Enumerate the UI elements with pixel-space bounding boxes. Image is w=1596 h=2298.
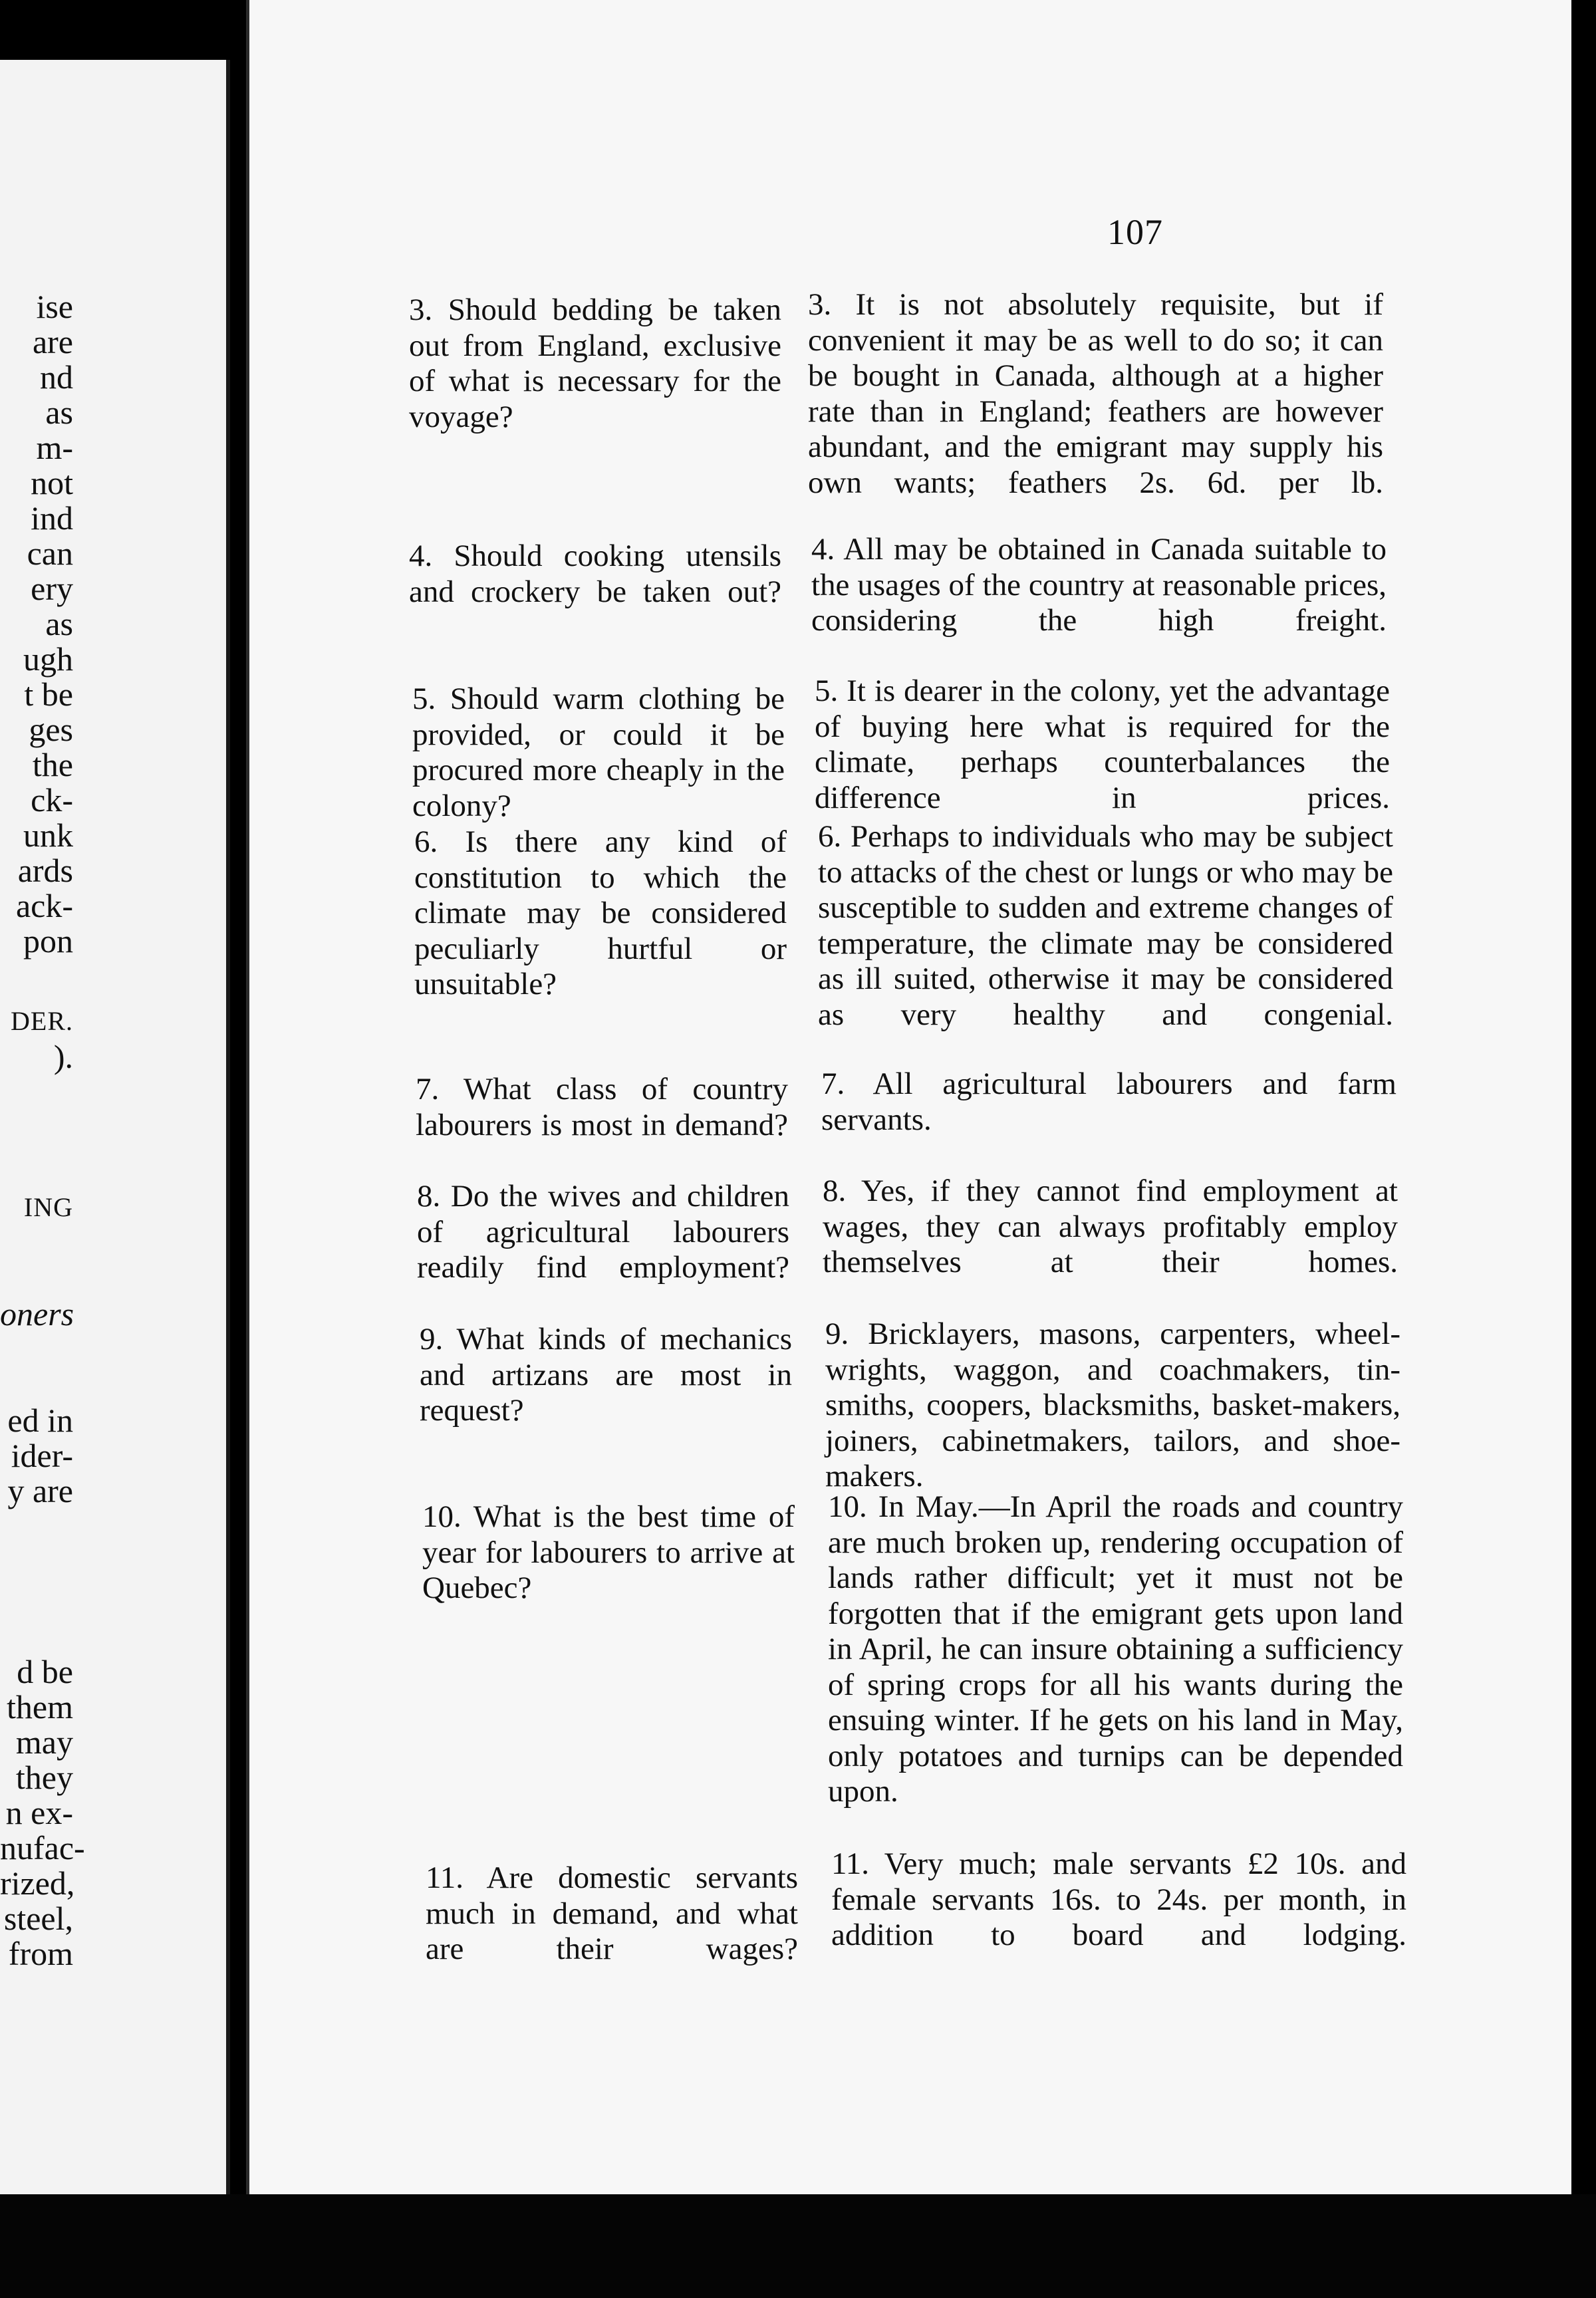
fragment-line: ck-	[31, 781, 73, 819]
fragment-line: pon	[23, 922, 73, 959]
fragment-line: they	[15, 1759, 73, 1796]
answer-8: 8. Yes, if they cannot find employment at wages, they can always profitably employ themselves at their homes.	[823, 1174, 1398, 1279]
question-9: 9. What kinds of mechanics and artizans are most in request?	[420, 1322, 792, 1428]
question-5: 5. Should warm clothing be provided, or could it be procured more cheaply in the colony?	[412, 682, 785, 823]
answer-7: 7. All agricultural labourers and farm servants.	[821, 1067, 1396, 1137]
question-4: 4. Should cooking utensils and crockery be taken out?	[409, 539, 781, 609]
fragment-line: d be	[17, 1653, 73, 1690]
question-7: 7. What class of country labourers is most in demand?	[416, 1072, 788, 1142]
answer-6: 6. Perhaps to individuals who may be subject to attacks of the chest or lungs or who may be susceptible to sudden and extreme changes of temperature, the climate may be considered as ill suited, otherwise it may be considered as very healthy and congenial.	[818, 819, 1393, 1032]
answer-3: 3. It is not absolutely requisite, but if convenient it may be as well to do so; it can be bought in Canada, although at a higher rate than in England; feathers are however abundant, and the emigrant may supply his own wants; feathers 2s. 6d. per lb.	[808, 287, 1383, 500]
fragment-line: DER.	[11, 1006, 73, 1036]
answer-9: 9. Bricklayers, masons, carpenters, wheel-wrights, waggon, and coachmakers, tin-smiths, coopers, blacksmiths, basket-makers, joiners, cabinetmakers, tailors, and shoe-makers.	[825, 1317, 1400, 1493]
fragment-line: as	[45, 394, 73, 431]
fragment-line: as	[45, 605, 73, 642]
fragment-line: m-	[36, 429, 73, 466]
fragment-line: the	[32, 746, 73, 783]
question-3: 3. Should bedding be taken out from England, exclusive of what is necessary for the voyage?	[409, 293, 781, 434]
fragment-line: may	[15, 1724, 73, 1761]
fragment-line: nd	[40, 358, 73, 396]
fragment-line: steel,	[3, 1900, 73, 1937]
fragment-line: not	[31, 464, 73, 501]
question-8: 8. Do the wives and children of agricultural labourers readily find employment?	[417, 1179, 789, 1285]
fragment-line: rized,	[0, 1864, 75, 1902]
fragment-line: ind	[31, 499, 73, 537]
fragment-line: ges	[29, 711, 73, 748]
question-11: 11. Are domestic servants much in demand, and what are their wages?	[426, 1860, 798, 1966]
answer-5: 5. It is dearer in the colony, yet the advantage of buying here what is required for the climate, perhaps counterbalances the difference in prices.	[815, 674, 1390, 815]
fragment-line: ards	[17, 852, 73, 889]
fragment-line: n ex-	[5, 1794, 73, 1831]
fragment-line: y are	[7, 1472, 73, 1509]
fragment-line: ise	[36, 288, 73, 325]
page-number: 107	[1107, 212, 1163, 252]
fragment-line: unk	[23, 817, 73, 854]
question-6: 6. Is there any kind of constitution to which the climate may be considered peculiarly hurtful or unsuitable?	[414, 825, 787, 1001]
fragment-line: from	[8, 1935, 73, 1972]
answer-10: 10. In May.—In April the roads and country are much broken up, rendering occupation of lands rather difficult; yet it must not be forgotten that if the emigrant gets upon land in April, he can insure obtaining a sufficiency of spring crops for all his wants during the ensuing winter. If he gets on his land in May, only potatoes and turnips can be depended upon.	[828, 1489, 1403, 1809]
question-10: 10. What is the best time of year for labourers to arrive at Quebec?	[422, 1499, 795, 1605]
fragment-line: t be	[24, 676, 73, 713]
fragment-line: oners	[0, 1295, 74, 1333]
fragment-line: ).	[53, 1038, 73, 1075]
fragment-line: ed in	[7, 1402, 73, 1439]
scan-border	[0, 2194, 1596, 2298]
fragment-line: can	[27, 535, 73, 572]
fragment-line: are	[32, 323, 73, 360]
fragment-line: ING	[23, 1192, 73, 1222]
fragment-line: ery	[31, 570, 73, 607]
answer-11: 11. Very much; male servants £2 10s. and female servants 16s. to 24s. per month, in addition to board and lodging.	[831, 1847, 1406, 1952]
answer-4: 4. All may be obtained in Canada suitable to the usages of the country at reasonable prices, considering the high freight.	[811, 532, 1387, 638]
fragment-line: nufac-	[0, 1829, 85, 1866]
fragment-line: ugh	[23, 640, 73, 678]
book-page	[246, 0, 1571, 2234]
fragment-line: them	[7, 1688, 73, 1725]
fragment-line: ider-	[11, 1437, 73, 1474]
previous-page-fragment	[0, 60, 230, 2194]
fragment-line: ack-	[15, 887, 73, 924]
